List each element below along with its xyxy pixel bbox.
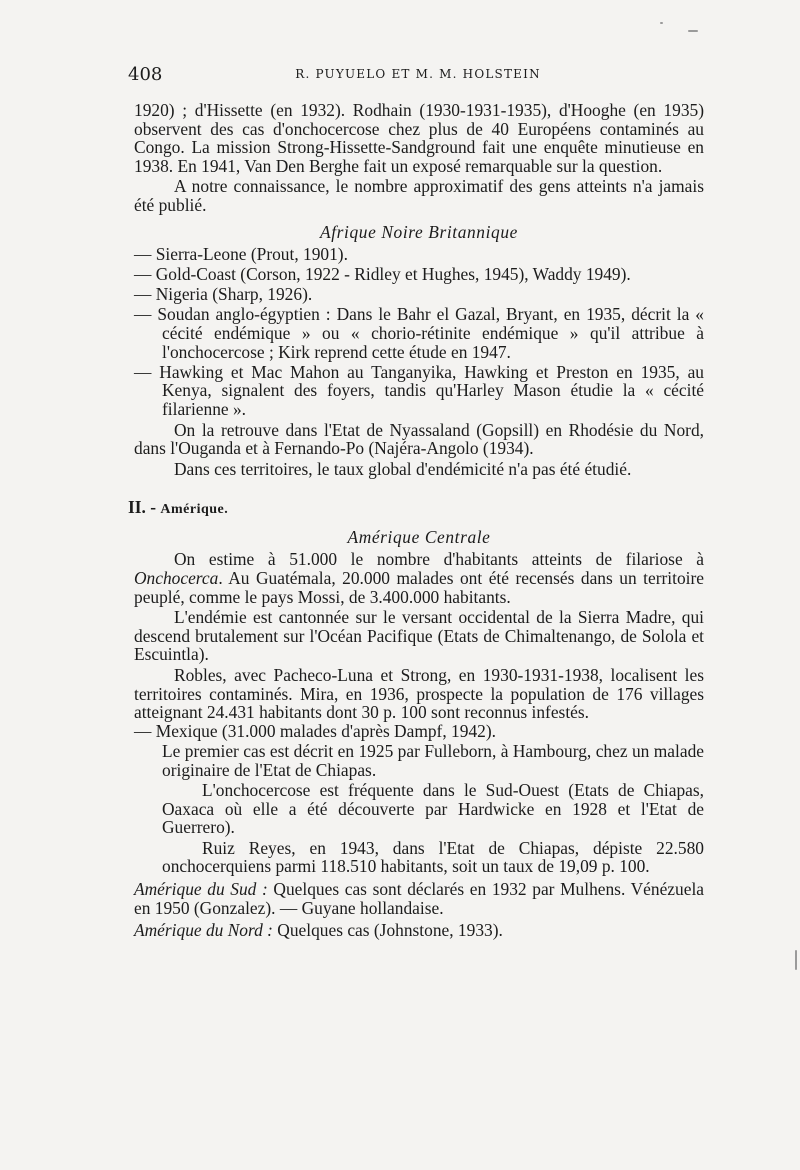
list-item-gold-coast: — Gold-Coast (Corson, 1922 - Ridley et Hughes, 1945), Waddy 1949). (134, 264, 631, 285)
paragraph-ruiz-reyes: Ruiz Reyes, en 1943, dans l'Etat de Chiapas, dépiste 22.580 onchocerquiens parmi 118.510 habitants, soit un taux de 19,09 p. 100. (162, 837, 704, 877)
scan-speck (688, 30, 698, 32)
label-amerique-nord: Amérique du Nord : (134, 920, 273, 941)
paragraph-rhodesie: On la retrouve dans l'Etat de Nyassaland (Gopsill) en Rhodésie du Nord, dans l'Ouganda et à Fernando-Po (Najéra-Angolo (1934). (134, 419, 704, 459)
body-text (128, 100, 704, 941)
heading-amerique-centrale: Amérique Centrale (347, 526, 491, 547)
paragraph-territoires: Dans ces territoires, le taux global d'endémicité n'a pas été étudié. (174, 458, 632, 479)
paragraph-amerique-sud (134, 880, 704, 917)
text-amerique-nord: Quelques cas (Johnstone, 1933). (272, 920, 503, 941)
paragraph-amerique-nord (134, 921, 704, 940)
paragraph-endemie: L'endémie est cantonnée sur le versant occidental de la Sierra Madre, qui descend brutalement sur l'Océan Pacifique (Etats de Chimaltenango, de Solola et Escuintla). (134, 607, 704, 665)
text-amerique-sud: Quelques cas sont déclarés en 1932 par Mulhens. Vénézuela en 1950 (Gonzalez). — Guyane hollandaise. (134, 879, 704, 918)
page-number: 408 (128, 64, 163, 85)
list-item-sierra-leone: — Sierra-Leone (Prout, 1901). (134, 244, 348, 265)
header-authors: R. PUYUELO ET M. M. HOLSTEIN (295, 67, 541, 81)
paragraph-premier-cas: Le premier cas est décrit en 1925 par Fulleborn, à Hambourg, chez un malade originaire de l'Etat de Chiapas. (162, 740, 704, 780)
part-title: Amérique. (160, 502, 229, 518)
estime-text-before: On estime à 51.000 le nombre d'habitants atteints de filariose à (174, 549, 704, 570)
running-head (128, 64, 708, 88)
list-item-soudan: — Soudan anglo-égyptien : Dans le Bahr el Gazal, Bryant, en 1935, décrit la « cécité endémique » ou « chorio-rétinite endémique » qu'il attribue à l'onchocercose ; Kirk reprend cette étude en 1947. (134, 304, 704, 362)
list-item-mexique: — Mexique (31.000 malades d'après Dampf, 1942). (134, 720, 496, 741)
paragraph-connaissance: A notre connaissance, le nombre approximatif des gens atteints n'a jamais été publié. (134, 176, 704, 215)
part-heading-amerique (128, 498, 704, 520)
scan-speck (795, 950, 797, 970)
genus-name: Onchocerca (134, 568, 219, 589)
label-amerique-sud: Amérique du Sud : (134, 879, 268, 900)
part-number: II. - (128, 497, 157, 518)
paragraph-sud-ouest: L'onchocercose est fréquente dans le Sud-Ouest (Etats de Chiapas, Oaxaca où elle a été découverte par Hardwicke en 1928 et l'Etat de Guerrero). (162, 780, 704, 838)
mexique-block (134, 742, 704, 876)
list-item-tanganyika: — Hawking et Mac Mahon au Tanganyika, Hawking et Preston en 1935, au Kenya, signalent des foyers, tandis qu'Harley Mason étudie la « cécité filarienne ». (134, 361, 704, 419)
estime-text-after: . Au Guatémala, 20.000 malades ont été recensés dans un territoire peuplé, comme le pays Mossi, de 3.400.000 habitants. (134, 568, 704, 607)
paragraph-estime (134, 550, 704, 606)
heading-afrique-britannique: Afrique Noire Britannique (320, 221, 518, 242)
scan-speck (660, 22, 663, 24)
paragraph-congo: 1920) ; d'Hissette (en 1932). Rodhain (1930-1931-1935), d'Hooghe (en 1935) observent des cas d'onchocercose chez plus de 40 Européens contaminés au Congo. La mission Strong-Hissette-Sandground fait une enquête minutieuse en 1938. En 1941, Van Den Berghe fait un exposé remarquable sur la question. (134, 100, 704, 176)
list-item-nigeria: — Nigeria (Sharp, 1926). (134, 284, 313, 305)
paragraph-robles: Robles, avec Pacheco-Luna et Strong, en 1930-1931-1938, localisent les territoires contaminés. Mira, en 1936, prospecte la population de 176 villages atteignant 24.431 habitants dont 30 p. 100 sont reconnus infestés. (134, 665, 704, 723)
